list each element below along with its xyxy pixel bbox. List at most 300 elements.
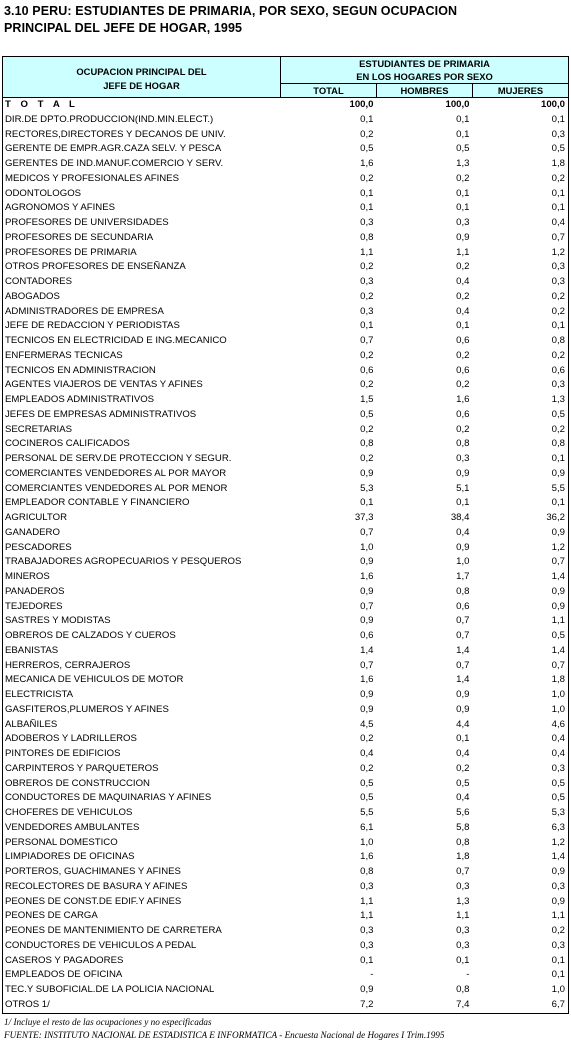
occupation-cell: GASFITEROS,PLUMEROS Y AFINES — [3, 703, 281, 718]
mujeres-value-cell: 1,0 — [473, 688, 569, 703]
table-row — [3, 895, 569, 910]
occupation-cell: EMPLEADOS DE OFICINA — [3, 968, 281, 983]
total-value-cell: 0,1 — [360, 320, 374, 332]
mujeres-value-cell: 1,0 — [473, 983, 569, 998]
occupation-cell: ADMINISTRADORES DE EMPRESA — [3, 305, 281, 320]
mujeres-value-cell: 0,2 — [473, 349, 569, 364]
occupation-cell: GERENTES DE IND.MANUF.COMERCIO Y SERV. — [3, 157, 281, 172]
mujeres-value-cell: 1,4 — [473, 570, 569, 585]
mujeres-value-cell: 0,2 — [473, 305, 569, 320]
occupation-cell: PINTORES DE EDIFICIOS — [3, 747, 281, 762]
hombres-value-cell: 0,5 — [456, 143, 470, 155]
mujeres-value-cell: 6,3 — [473, 821, 569, 836]
hombres-value-cell: 0,2 — [456, 762, 470, 774]
hombres-value-cell: 0,1 — [456, 497, 470, 509]
mujeres-value-cell: 0,8 — [473, 334, 569, 349]
occupation-cell: PORTEROS, GUACHIMANES Y AFINES — [3, 865, 281, 880]
mujeres-value-cell: 1,2 — [473, 246, 569, 261]
page-title: 3.10 PERU: ESTUDIANTES DE PRIMARIA, POR SEXO, SEGUN OCUPACION PRINCIPAL DEL JEFE DE HOGAR, 1995 — [4, 4, 458, 35]
hombres-value-cell: 1,7 — [456, 571, 470, 582]
table-row — [3, 644, 569, 659]
occupation-cell: GERENTE DE EMPR.AGR.CAZA SELV. Y PESCA — [3, 142, 281, 157]
occupation-cell: EMPLEADOR CONTABLE Y FINANCIERO — [3, 496, 281, 511]
mujeres-value-cell: 0,2 — [473, 924, 569, 939]
occupation-cell: RECTORES,DIRECTORES Y DECANOS DE UNIV. — [3, 128, 281, 143]
table-body — [3, 98, 569, 1014]
hombres-value-cell: 1,1 — [456, 246, 470, 258]
mujeres-value-cell: 1,1 — [473, 614, 569, 629]
total-value-cell: 0,5 — [360, 792, 374, 804]
hombres-value-cell: 0,8 — [456, 438, 470, 450]
table-row — [3, 850, 569, 865]
table-row — [3, 378, 569, 393]
mujeres-value-cell: 0,3 — [473, 275, 569, 290]
mujeres-value-cell: 1,8 — [473, 157, 569, 172]
hombres-column-header: HOMBRES — [377, 84, 473, 98]
mujeres-value-cell: 1,1 — [473, 909, 569, 924]
total-value-cell: 4,5 — [360, 718, 374, 730]
mujeres-value-cell: 1,4 — [473, 644, 569, 659]
total-value-cell: 1,1 — [360, 895, 374, 907]
mujeres-value-cell: 0,3 — [473, 939, 569, 954]
table-row — [3, 334, 569, 349]
mujeres-value-cell: 0,9 — [473, 585, 569, 600]
occupation-cell: TECNICOS EN ADMINISTRACION — [3, 364, 281, 379]
hombres-value-cell: 0,9 — [456, 231, 470, 243]
mujeres-value-cell: 1,8 — [473, 673, 569, 688]
mujeres-value-cell: 0,2 — [473, 290, 569, 305]
table-row — [3, 555, 569, 570]
table-row — [3, 585, 569, 600]
table-row — [3, 482, 569, 497]
occupation-cell: ABOGADOS — [3, 290, 281, 305]
total-value-cell: 0,3 — [360, 305, 374, 317]
occupation-column-header — [3, 57, 281, 98]
occupation-cell: OTROS 1/ — [3, 998, 281, 1013]
hombres-value-cell: 0,6 — [456, 408, 470, 420]
occupation-cell: T O T A L — [3, 98, 281, 113]
total-value-cell: 0,9 — [360, 585, 374, 597]
hombres-value-cell: 0,2 — [456, 172, 470, 184]
table-row — [3, 496, 569, 511]
occupation-cell: CONTADORES — [3, 275, 281, 290]
table-row — [3, 998, 569, 1013]
table-row — [3, 467, 569, 482]
occupation-cell: CARPINTEROS Y PARQUETEROS — [3, 762, 281, 777]
table-row — [3, 290, 569, 305]
hombres-value-cell: 0,2 — [456, 261, 470, 273]
hombres-value-cell: 1,4 — [456, 674, 470, 686]
table-row — [3, 880, 569, 895]
mujeres-value-cell: 0,1 — [473, 496, 569, 511]
total-value-cell: 0,2 — [360, 379, 374, 391]
table-row — [3, 452, 569, 467]
table-row — [3, 349, 569, 364]
table-row — [3, 216, 569, 231]
table-row — [3, 836, 569, 851]
mujeres-value-cell: 0,1 — [473, 452, 569, 467]
mujeres-value-cell: 0,3 — [473, 260, 569, 275]
occupation-cell: DIR.DE DPTO.PRODUCCION(IND.MIN.ELECT.) — [3, 113, 281, 128]
mujeres-value-cell: 36,2 — [473, 511, 569, 526]
mujeres-value-cell: 0,3 — [473, 880, 569, 895]
total-value-cell: 0,2 — [360, 349, 374, 361]
table-row — [3, 231, 569, 246]
mujeres-value-cell: 0,2 — [473, 172, 569, 187]
hombres-value-cell: 0,9 — [456, 541, 470, 553]
mujeres-value-cell: 0,4 — [473, 747, 569, 762]
hombres-value-cell: 1,0 — [456, 556, 470, 568]
mujeres-value-cell: 0,1 — [473, 113, 569, 128]
table-row — [3, 629, 569, 644]
table-row — [3, 939, 569, 954]
occupation-cell: PROFESORES DE PRIMARIA — [3, 246, 281, 261]
mujeres-column-header: MUJERES — [473, 84, 569, 98]
group-header-line2: EN LOS HOGARES POR SEXO — [356, 71, 493, 82]
mujeres-value-cell: 0,3 — [473, 378, 569, 393]
occupation-cell: JEFE DE REDACCION Y PERIODISTAS — [3, 319, 281, 334]
hombres-value-cell: 1,8 — [456, 851, 470, 863]
total-value-cell: 0,1 — [360, 187, 374, 199]
mujeres-value-cell: 0,8 — [473, 437, 569, 452]
table-row — [3, 408, 569, 423]
hombres-value-cell: 1,6 — [456, 394, 470, 405]
table-row — [3, 777, 569, 792]
total-value-cell: 6,1 — [360, 821, 374, 833]
table-row — [3, 305, 569, 320]
total-value-cell: 0,3 — [360, 880, 374, 892]
table-row — [3, 968, 569, 983]
total-value-cell: 0,8 — [360, 438, 374, 450]
occupation-header-line2: JEFE DE HOGAR — [103, 79, 180, 91]
hombres-value-cell: 0,3 — [456, 939, 470, 951]
mujeres-value-cell: 0,1 — [473, 187, 569, 202]
mujeres-value-cell: 0,1 — [473, 319, 569, 334]
total-value-cell: 1,6 — [360, 674, 374, 686]
total-value-cell: 1,4 — [360, 644, 374, 656]
mujeres-value-cell: 0,4 — [473, 732, 569, 747]
table-row — [3, 113, 569, 128]
occupation-cell: AGRICULTOR — [3, 511, 281, 526]
mujeres-value-cell: 1,3 — [473, 393, 569, 408]
table-row — [3, 437, 569, 452]
hombres-value-cell: 1,3 — [456, 895, 470, 907]
occupation-cell: LIMPIADORES DE OFICINAS — [3, 850, 281, 865]
total-value-cell: 0,2 — [360, 290, 374, 302]
table-row — [3, 187, 569, 202]
occupation-cell: COMERCIANTES VENDEDORES AL POR MAYOR — [3, 467, 281, 482]
total-value-cell: 1,1 — [360, 910, 374, 922]
table-row — [3, 762, 569, 777]
table-row — [3, 718, 569, 733]
hombres-value-cell: 0,3 — [456, 453, 470, 464]
mujeres-value-cell: 0,2 — [473, 423, 569, 438]
hombres-value-cell: 0,2 — [456, 379, 470, 391]
occupation-cell: COCINEROS CALIFICADOS — [3, 437, 281, 452]
mujeres-value-cell: 1,2 — [473, 541, 569, 556]
occupation-cell: MECANICA DE VEHICULOS DE MOTOR — [3, 673, 281, 688]
total-value-cell: 0,9 — [360, 689, 374, 700]
table-row — [3, 983, 569, 998]
mujeres-value-cell: 1,4 — [473, 850, 569, 865]
table-row — [3, 673, 569, 688]
hombres-value-cell: 0,8 — [456, 585, 470, 597]
total-value-cell: 0,2 — [360, 453, 374, 464]
table-row — [3, 393, 569, 408]
hombres-value-cell: 0,3 — [456, 925, 470, 936]
hombres-value-cell: 0,1 — [456, 187, 470, 199]
hombres-value-cell: 0,1 — [456, 733, 470, 745]
total-value-cell: 0,7 — [360, 600, 374, 612]
table-row — [3, 157, 569, 172]
notes — [4, 1016, 445, 1042]
total-value-cell: 0,3 — [360, 925, 374, 936]
mujeres-value-cell: 0,7 — [473, 659, 569, 674]
hombres-value-cell: 0,4 — [456, 792, 470, 804]
total-value-cell: 0,1 — [360, 497, 374, 509]
table-row — [3, 570, 569, 585]
hombres-value-cell: 38,4 — [450, 512, 470, 523]
total-value-cell: 0,8 — [360, 231, 374, 243]
hombres-value-cell: 0,1 — [456, 128, 470, 140]
mujeres-value-cell: 0,7 — [473, 555, 569, 570]
table-row — [3, 275, 569, 290]
hombres-value-cell: 0,9 — [456, 703, 470, 715]
hombres-value-cell: 0,9 — [456, 467, 470, 479]
hombres-value-cell: 0,6 — [456, 335, 470, 346]
hombres-value-cell: 100,0 — [445, 99, 470, 110]
total-value-cell: 0,7 — [360, 659, 374, 671]
hombres-value-cell: 0,6 — [456, 600, 470, 612]
hombres-value-cell: 0,1 — [456, 202, 470, 214]
hombres-value-cell: 5,8 — [456, 821, 470, 833]
occupation-cell: SECRETARIAS — [3, 423, 281, 438]
occupation-cell: CONDUCTORES DE MAQUINARIAS Y AFINES — [3, 791, 281, 806]
hombres-value-cell: 0,5 — [456, 777, 470, 789]
table-row — [3, 526, 569, 541]
occupation-cell: MINEROS — [3, 570, 281, 585]
occupation-cell: JEFES DE EMPRESAS ADMINISTRATIVOS — [3, 408, 281, 423]
occupation-cell: EMPLEADOS ADMINISTRATIVOS — [3, 393, 281, 408]
occupation-cell: PROFESORES DE UNIVERSIDADES — [3, 216, 281, 231]
mujeres-value-cell: 6,7 — [473, 998, 569, 1013]
hombres-value-cell: 0,7 — [456, 866, 470, 877]
mujeres-value-cell: 0,5 — [473, 791, 569, 806]
occupation-cell: PEONES DE CARGA — [3, 909, 281, 924]
hombres-value-cell: 0,4 — [456, 748, 470, 759]
mujeres-value-cell: 0,4 — [473, 216, 569, 231]
occupation-cell: TECNICOS EN ELECTRICIDAD E ING.MECANICO — [3, 334, 281, 349]
hombres-value-cell: 0,1 — [456, 113, 470, 125]
occupation-cell: TRABAJADORES AGROPECUARIOS Y PESQUEROS — [3, 555, 281, 570]
total-value-cell: 0,3 — [360, 276, 374, 287]
data-table — [2, 56, 569, 1014]
total-value-cell: 0,9 — [360, 703, 374, 715]
hombres-value-cell: - — [466, 969, 470, 981]
mujeres-value-cell: 0,6 — [473, 364, 569, 379]
occupation-cell: PESCADORES — [3, 541, 281, 556]
occupation-cell: MEDICOS Y PROFESIONALES AFINES — [3, 172, 281, 187]
occupation-cell: OTROS PROFESORES DE ENSEÑANZA — [3, 260, 281, 275]
table-row — [3, 924, 569, 939]
mujeres-value-cell: 0,1 — [473, 968, 569, 983]
table-row — [3, 954, 569, 969]
total-value-cell: 0,3 — [360, 939, 374, 951]
occupation-cell: PANADEROS — [3, 585, 281, 600]
students-group-header — [281, 57, 569, 84]
occupation-cell: OBREROS DE CALZADOS Y CUEROS — [3, 629, 281, 644]
mujeres-value-cell: 0,3 — [473, 128, 569, 143]
table-row — [3, 364, 569, 379]
hombres-value-cell: 0,4 — [456, 276, 470, 287]
occupation-cell: TEJEDORES — [3, 600, 281, 615]
hombres-value-cell: 0,7 — [456, 630, 470, 641]
table-row — [3, 541, 569, 556]
mujeres-value-cell: 5,3 — [473, 806, 569, 821]
occupation-cell: HERREROS, CERRAJEROS — [3, 659, 281, 674]
total-value-cell: 0,3 — [360, 217, 374, 228]
total-value-cell: 0,6 — [360, 630, 374, 641]
table-row — [3, 909, 569, 924]
hombres-value-cell: 0,1 — [456, 954, 470, 966]
table-row — [3, 511, 569, 526]
occupation-cell: ALBAÑILES — [3, 718, 281, 733]
hombres-value-cell: 0,8 — [456, 836, 470, 848]
table-row — [3, 614, 569, 629]
hombres-value-cell: 0,2 — [456, 349, 470, 361]
occupation-cell: CASEROS Y PAGADORES — [3, 954, 281, 969]
occupation-cell: PEONES DE CONST.DE EDIF.Y AFINES — [3, 895, 281, 910]
occupation-cell: COMERCIANTES VENDEDORES AL POR MENOR — [3, 482, 281, 497]
mujeres-value-cell: 5,5 — [473, 482, 569, 497]
occupation-cell: GANADERO — [3, 526, 281, 541]
total-value-cell: 1,0 — [360, 836, 374, 848]
table-row — [3, 319, 569, 334]
mujeres-value-cell: 0,9 — [473, 895, 569, 910]
mujeres-value-cell: 0,9 — [473, 600, 569, 615]
total-value-cell: 0,9 — [360, 984, 374, 995]
table-row — [3, 600, 569, 615]
total-value-cell: 0,9 — [360, 556, 374, 568]
total-value-cell: 0,2 — [360, 423, 374, 435]
occupation-cell: PEONES DE MANTENIMIENTO DE CARRETERA — [3, 924, 281, 939]
occupation-cell: CONDUCTORES DE VEHICULOS A PEDAL — [3, 939, 281, 954]
total-value-cell: 0,1 — [360, 202, 374, 214]
occupation-cell: ADOBEROS Y LADRILLEROS — [3, 732, 281, 747]
occupation-cell: PROFESORES DE SECUNDARIA — [3, 231, 281, 246]
table-row — [3, 703, 569, 718]
mujeres-value-cell: 0,5 — [473, 629, 569, 644]
total-value-cell: 0,7 — [360, 335, 374, 346]
source-note: FUENTE: INSTITUTO NACIONAL DE ESTADISTICA E INFORMATICA - Encuesta Nacional de Hogares I Trim.1995 — [4, 1030, 445, 1040]
mujeres-value-cell: 0,5 — [473, 777, 569, 792]
hombres-value-cell: 1,4 — [456, 644, 470, 656]
occupation-cell: ELECTRICISTA — [3, 688, 281, 703]
occupation-cell: PERSONAL DOMESTICO — [3, 836, 281, 851]
total-value-cell: 1,6 — [360, 571, 374, 582]
total-value-cell: 0,9 — [360, 467, 374, 479]
total-value-cell: 0,1 — [360, 954, 374, 966]
hombres-value-cell: 0,1 — [456, 320, 470, 332]
mujeres-value-cell: 100,0 — [473, 98, 569, 113]
mujeres-value-cell: 0,1 — [473, 201, 569, 216]
total-value-cell: 37,3 — [354, 512, 374, 523]
total-value-cell: 0,8 — [360, 866, 374, 877]
occupation-cell: OBREROS DE CONSTRUCCION — [3, 777, 281, 792]
table-row — [3, 659, 569, 674]
occupation-cell: PERSONAL DE SERV.DE PROTECCION Y SEGUR. — [3, 452, 281, 467]
total-value-cell: 0,6 — [360, 364, 374, 376]
occupation-cell: SASTRES Y MODISTAS — [3, 614, 281, 629]
total-value-cell: 5,3 — [360, 482, 374, 494]
hombres-value-cell: 5,1 — [456, 482, 470, 494]
occupation-cell: AGENTES VIAJEROS DE VENTAS Y AFINES — [3, 378, 281, 393]
total-value-cell: 0,2 — [360, 762, 374, 774]
hombres-value-cell: 7,4 — [377, 998, 473, 1013]
total-value-cell: 0,2 — [360, 733, 374, 745]
total-value-cell: 1,5 — [360, 394, 374, 405]
mujeres-value-cell: 0,1 — [473, 954, 569, 969]
hombres-value-cell: 0,7 — [456, 659, 470, 671]
footnote: 1/ Incluye el resto de las ocupaciones y no especificadas — [4, 1017, 212, 1027]
hombres-value-cell: 1,3 — [456, 158, 470, 169]
total-value-cell: 1,6 — [360, 851, 374, 863]
hombres-value-cell: 0,4 — [456, 305, 470, 317]
total-value-cell: 0,1 — [360, 113, 374, 125]
occupation-cell: ENFERMERAS TECNICAS — [3, 349, 281, 364]
hombres-value-cell: 0,3 — [456, 880, 470, 892]
occupation-cell: EBANISTAS — [3, 644, 281, 659]
table-row — [3, 128, 569, 143]
total-value-cell: 0,5 — [360, 143, 374, 155]
table-row — [3, 142, 569, 157]
table-row — [3, 260, 569, 275]
occupation-cell: TEC.Y SUBOFICIAL.DE LA POLICIA NACIONAL — [3, 983, 281, 998]
occupation-cell: AGRONOMOS Y AFINES — [3, 201, 281, 216]
mujeres-value-cell: 0,3 — [473, 762, 569, 777]
table-row — [3, 423, 569, 438]
occupation-cell: ODONTOLOGOS — [3, 187, 281, 202]
mujeres-value-cell: 0,5 — [473, 142, 569, 157]
hombres-value-cell: 4,4 — [456, 718, 470, 730]
total-value-cell: 0,2 — [360, 172, 374, 184]
hombres-value-cell: 5,6 — [456, 807, 470, 818]
table-row — [3, 732, 569, 747]
total-value-cell: 1,0 — [360, 541, 374, 553]
hombres-value-cell: 0,2 — [456, 290, 470, 302]
mujeres-value-cell: 0,9 — [473, 467, 569, 482]
total-value-cell: 7,2 — [281, 998, 377, 1013]
total-column-header: TOTAL — [281, 84, 377, 98]
mujeres-value-cell: 4,6 — [473, 718, 569, 733]
hombres-value-cell: 0,8 — [456, 984, 470, 995]
table-row — [3, 821, 569, 836]
mujeres-value-cell: 0,5 — [473, 408, 569, 423]
table-row — [3, 688, 569, 703]
mujeres-value-cell: 0,7 — [473, 231, 569, 246]
total-value-cell: 0,4 — [360, 748, 374, 759]
mujeres-value-cell: 0,9 — [473, 526, 569, 541]
total-value-cell: 0,5 — [360, 777, 374, 789]
table-row — [3, 246, 569, 261]
occupation-cell: VENDEDORES AMBULANTES — [3, 821, 281, 836]
total-value-cell: 5,5 — [360, 807, 374, 818]
total-value-cell: 1,1 — [360, 246, 374, 258]
total-value-cell: 1,6 — [360, 158, 374, 169]
hombres-value-cell: 0,2 — [456, 423, 470, 435]
total-value-cell: 0,9 — [360, 615, 374, 627]
hombres-value-cell: 1,1 — [456, 910, 470, 922]
